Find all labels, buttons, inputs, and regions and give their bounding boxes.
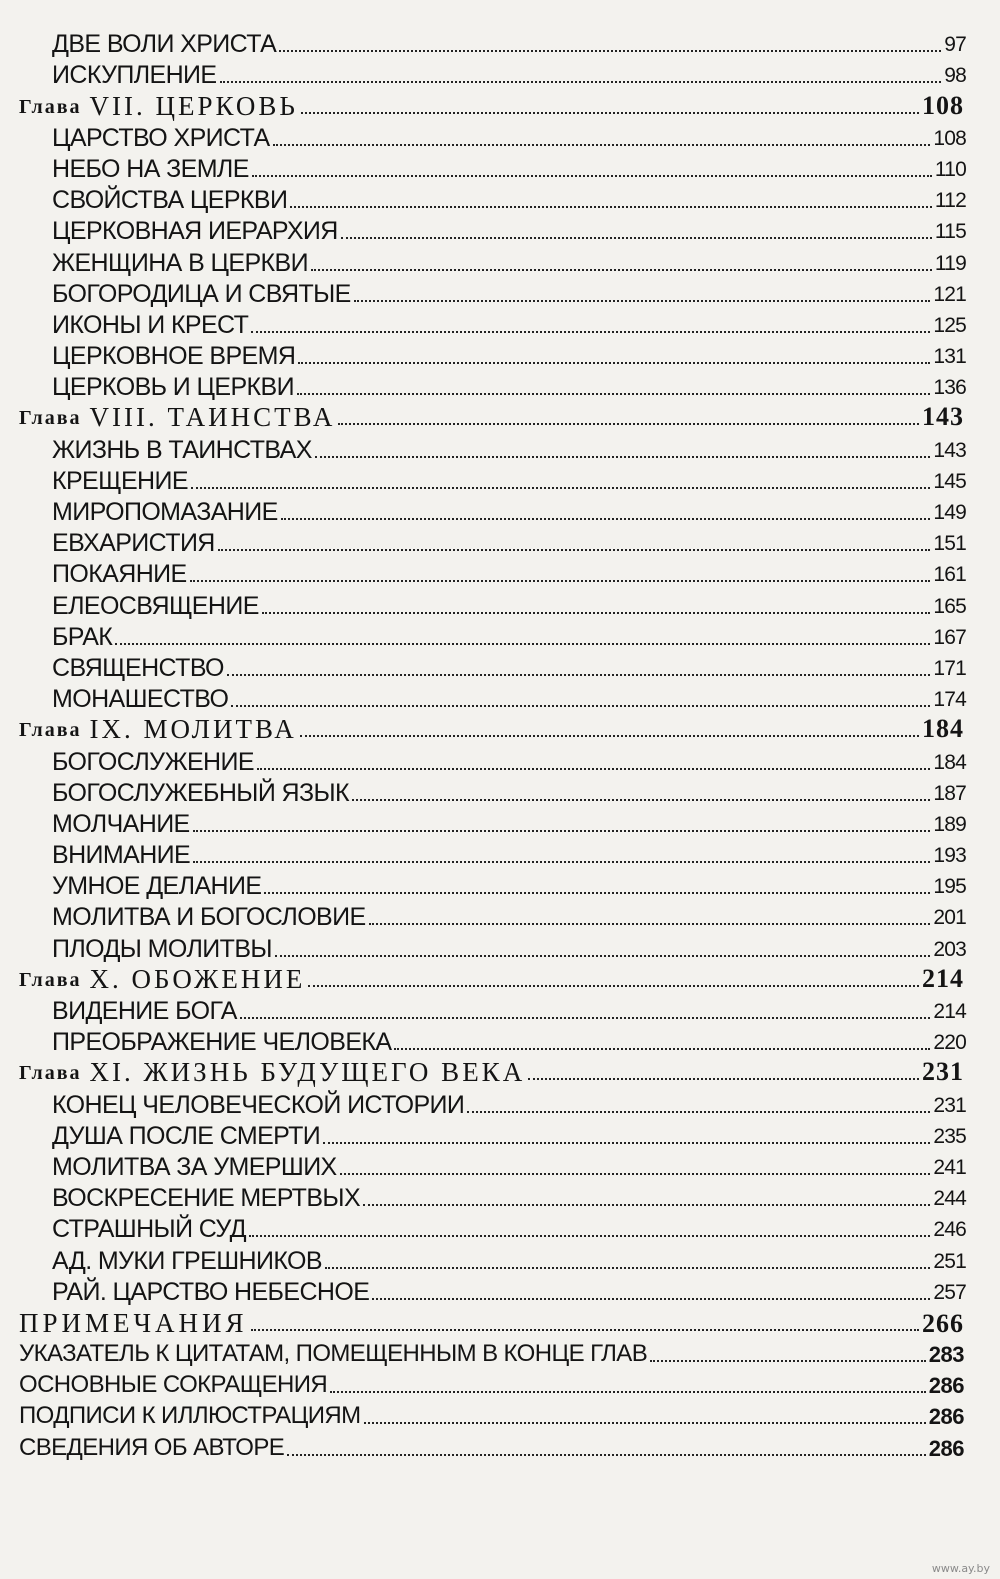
dot-leader — [311, 269, 932, 271]
entry-title: ЦЕРКОВЬ И ЦЕРКВИ — [52, 373, 294, 402]
dot-leader — [467, 1111, 930, 1113]
dot-leader — [287, 1454, 926, 1456]
page-number: 203 — [933, 937, 966, 961]
chapter-title: XI. ЖИЗНЬ БУДУЩЕГО ВЕКА — [89, 1057, 526, 1088]
dot-leader — [252, 175, 932, 177]
chapter-lead-word: Глава — [19, 95, 82, 118]
toc-chapter-row — [0, 401, 1000, 432]
dot-leader — [218, 549, 931, 551]
page-number: 283 — [928, 1342, 964, 1368]
toc-entry-row — [0, 1181, 1000, 1212]
entry-title: ЦЕРКОВНОЕ ВРЕМЯ — [52, 342, 296, 371]
page-number: 257 — [933, 1280, 966, 1304]
page-number: 115 — [934, 220, 966, 244]
page-number: 174 — [933, 688, 966, 712]
page-number: 195 — [933, 875, 966, 899]
toc-entry-row — [0, 121, 1000, 152]
dot-leader — [330, 1391, 926, 1393]
dot-leader — [273, 144, 931, 146]
dot-leader — [262, 612, 931, 614]
chapter-title: VIII. ТАИНСТВА — [89, 402, 336, 433]
entry-title: СТРАШНЫЙ СУД — [52, 1215, 246, 1244]
toc-entry-row — [0, 245, 1000, 276]
page-number: 220 — [933, 1031, 966, 1055]
dot-leader — [231, 705, 930, 707]
entry-title: ДВЕ ВОЛИ ХРИСТА — [52, 30, 277, 59]
dot-leader — [394, 1048, 930, 1050]
toc-chapter-row — [0, 963, 1000, 994]
chapter-lead-word: Глава — [19, 407, 82, 430]
entry-title: СВЯЩЕНСТВО — [52, 653, 224, 682]
toc-chapter-row — [0, 1056, 1000, 1087]
entry-title: СВОЙСТВА ЦЕРКВИ — [52, 186, 288, 215]
entry-title: АД. МУКИ ГРЕШНИКОВ — [52, 1246, 322, 1275]
dot-leader — [227, 674, 930, 676]
page-number: 201 — [933, 906, 966, 930]
toc-entry-row — [0, 869, 1000, 900]
toc-entry-row — [0, 588, 1000, 619]
toc-entry-row — [0, 838, 1000, 869]
toc-entry-row — [0, 339, 1000, 370]
entry-title: ЖИЗНЬ В ТАИНСТВАХ — [52, 435, 312, 464]
entry-title: МОЛЧАНИЕ — [52, 809, 190, 838]
page-number: 145 — [933, 469, 966, 493]
page-number: 266 — [922, 1308, 964, 1338]
page-number: 286 — [928, 1404, 964, 1430]
entry-title: МОЛИТВА ЗА УМЕРШИХ — [52, 1152, 337, 1181]
entry-title: ЖЕНЩИНА В ЦЕРКВИ — [52, 248, 308, 277]
dot-leader — [193, 861, 930, 863]
page-number: 149 — [933, 501, 966, 524]
toc-entry-row — [0, 776, 1000, 807]
page-number: 246 — [933, 1218, 966, 1242]
page-number: 136 — [933, 376, 966, 400]
entry-title: КРЕЩЕНИЕ — [52, 466, 188, 495]
entry-title: КОНЕЦ ЧЕЛОВЕЧЕСКОЙ ИСТОРИИ — [52, 1090, 465, 1119]
toc-entry-row — [0, 277, 1000, 308]
page-number: 108 — [933, 126, 966, 150]
page-number: 125 — [933, 313, 966, 337]
toc-entry-row — [0, 152, 1000, 183]
entry-title: ВОСКРЕСЕНИЕ МЕРТВЫХ — [52, 1184, 361, 1213]
dot-leader — [249, 1235, 930, 1237]
page-number: 171 — [933, 656, 966, 680]
chapter-lead-word: Глава — [19, 968, 82, 991]
page-number: 231 — [933, 1093, 966, 1117]
entry-title: БОГОСЛУЖЕБНЫЙ ЯЗЫК — [52, 778, 349, 807]
toc-entry-row — [0, 900, 1000, 931]
toc-entry-row — [0, 994, 1000, 1025]
dot-leader — [650, 1360, 926, 1362]
entry-title: МОНАШЕСТВО — [52, 685, 229, 714]
dot-leader — [115, 643, 930, 645]
page-number: 98 — [944, 64, 966, 88]
dot-leader — [325, 1267, 930, 1269]
toc-entry-row — [0, 58, 1000, 89]
toc-entry-row — [0, 432, 1000, 463]
chapter-lead-word: Глава — [19, 719, 82, 742]
toc-entry-row — [0, 308, 1000, 339]
entry-title: ПРИМЕЧАНИЯ — [19, 1307, 248, 1338]
entry-title: БОГОРОДИЦА И СВЯТЫЕ — [52, 279, 351, 308]
toc-entry-row — [0, 1025, 1000, 1056]
dot-leader — [298, 362, 930, 364]
page-number: 214 — [933, 1000, 966, 1023]
entry-title: ОСНОВНЫЕ СОКРАЩЕНИЯ — [19, 1371, 328, 1399]
toc-entry-row — [0, 1087, 1000, 1118]
toc-entry-row — [0, 1306, 1000, 1337]
dot-leader — [372, 1298, 930, 1300]
toc-entry-row — [0, 1368, 1000, 1399]
dot-leader — [315, 456, 931, 458]
page-number: 286 — [928, 1373, 964, 1399]
entry-title: ЦАРСТВО ХРИСТА — [52, 123, 270, 152]
toc-chapter-row — [0, 89, 1000, 120]
entry-title: ПОКАЯНИЕ — [52, 560, 187, 589]
entry-title: МОЛИТВА И БОГОСЛОВИЕ — [52, 903, 366, 932]
page-number: 187 — [933, 781, 966, 805]
toc-entry-row — [0, 526, 1000, 557]
entry-title: БОГОСЛУЖЕНИЕ — [52, 747, 254, 776]
page-number: 193 — [933, 844, 966, 868]
toc-entry-row — [0, 1275, 1000, 1306]
page-number: 151 — [933, 532, 966, 556]
dot-leader — [257, 768, 930, 770]
entry-title: УКАЗАТЕЛЬ К ЦИТАТАМ, ПОМЕЩЕННЫМ В КОНЦЕ ГЛАВ — [19, 1340, 648, 1368]
entry-title: ПОДПИСИ К ИЛЛЮСТРАЦИЯМ — [19, 1402, 361, 1430]
dot-leader — [308, 985, 919, 987]
dot-leader — [193, 830, 931, 832]
dot-leader — [251, 331, 930, 333]
entry-title: УМНОЕ ДЕЛАНИЕ — [52, 872, 262, 901]
toc-entry-row — [0, 27, 1000, 58]
chapter-title: VII. ЦЕРКОВЬ — [89, 90, 298, 121]
toc-entry-row — [0, 1119, 1000, 1150]
entry-title: ИКОНЫ И КРЕСТ — [52, 310, 249, 339]
table-of-contents — [0, 27, 1000, 1462]
page-number: 165 — [933, 594, 966, 618]
toc-entry-row — [0, 1430, 1000, 1461]
page-number: 235 — [933, 1124, 966, 1148]
entry-title: ЕВХАРИСТИЯ — [52, 529, 215, 558]
toc-entry-row — [0, 931, 1000, 962]
entry-title: ВНИМАНИЕ — [52, 841, 191, 870]
toc-entry-row — [0, 744, 1000, 775]
dot-leader — [338, 423, 919, 425]
page-number: 112 — [934, 189, 966, 213]
dot-leader — [354, 300, 931, 302]
entry-title: СВЕДЕНИЯ ОБ АВТОРЕ — [19, 1433, 285, 1461]
toc-entry-row — [0, 620, 1000, 651]
toc-entry-row — [0, 557, 1000, 588]
dot-leader — [279, 50, 941, 52]
page-number: 161 — [933, 563, 966, 587]
dot-leader — [363, 1204, 930, 1206]
page-number: 167 — [933, 625, 966, 649]
page-number: 108 — [922, 90, 964, 120]
entry-title: ПРЕОБРАЖЕНИЕ ЧЕЛОВЕКА — [52, 1028, 392, 1057]
entry-title: ПЛОДЫ МОЛИТВЫ — [52, 934, 272, 963]
entry-title: РАЙ. ЦАРСТВО НЕБЕСНОЕ — [52, 1277, 370, 1306]
page-number: 214 — [922, 963, 964, 993]
dot-leader — [364, 1422, 926, 1424]
entry-title: БРАК — [52, 622, 113, 651]
page-number: 97 — [944, 33, 966, 57]
dot-leader — [220, 81, 942, 83]
toc-entry-row — [0, 682, 1000, 713]
dot-leader — [251, 1329, 919, 1331]
page-number: 244 — [933, 1187, 966, 1211]
dot-leader — [301, 112, 919, 114]
page-number: 241 — [933, 1155, 966, 1179]
toc-entry-row — [0, 651, 1000, 682]
dot-leader — [369, 923, 931, 925]
page-number: 119 — [934, 251, 966, 275]
toc-entry-row — [0, 464, 1000, 495]
toc-chapter-row — [0, 713, 1000, 744]
chapter-title: X. ОБОЖЕНИЕ — [89, 963, 306, 994]
toc-entry-row — [0, 1150, 1000, 1181]
page-number: 231 — [922, 1057, 964, 1087]
page-number: 184 — [933, 750, 966, 774]
watermark: www.ay.by — [931, 1562, 990, 1575]
page-number: 131 — [933, 345, 966, 369]
page-number: 121 — [933, 282, 966, 306]
dot-leader — [275, 955, 930, 957]
dot-leader — [190, 580, 931, 582]
dot-leader — [290, 206, 932, 208]
chapter-title: IX. МОЛИТВА — [89, 714, 297, 745]
entry-title: НЕБО НА ЗЕМЛЕ — [52, 154, 249, 183]
dot-leader — [264, 892, 930, 894]
dot-leader — [323, 1142, 930, 1144]
toc-entry-row — [0, 1243, 1000, 1274]
entry-title: МИРОПОМАЗАНИЕ — [52, 498, 278, 526]
dot-leader — [297, 393, 930, 395]
entry-title: ЕЛЕОСВЯЩЕНИЕ — [52, 591, 259, 620]
page-number: 251 — [933, 1249, 966, 1273]
toc-entry-row — [0, 807, 1000, 838]
page-number: 286 — [928, 1435, 964, 1461]
dot-leader — [340, 1173, 931, 1175]
toc-entry-row — [0, 214, 1000, 245]
toc-entry-row — [0, 495, 1000, 526]
dot-leader — [341, 237, 932, 239]
toc-entry-row — [0, 370, 1000, 401]
entry-title: ЦЕРКОВНАЯ ИЕРАРХИЯ — [52, 217, 338, 246]
page-number: 189 — [933, 812, 966, 836]
toc-entry-row — [0, 1337, 1000, 1368]
dot-leader — [352, 799, 930, 801]
toc-entry-row — [0, 1399, 1000, 1430]
chapter-lead-word: Глава — [19, 1062, 82, 1085]
page-number: 143 — [933, 438, 966, 462]
entry-title: ВИДЕНИЕ БОГА — [52, 997, 237, 1025]
dot-leader — [191, 487, 930, 489]
page-number: 110 — [934, 157, 966, 181]
toc-entry-row — [0, 1212, 1000, 1243]
entry-title: ДУША ПОСЛЕ СМЕРТИ — [52, 1121, 321, 1150]
dot-leader — [281, 518, 931, 520]
entry-title: ИСКУПЛЕНИЕ — [52, 61, 217, 90]
page-number: 184 — [922, 714, 964, 744]
toc-entry-row — [0, 183, 1000, 214]
page-number: 143 — [922, 402, 964, 432]
dot-leader — [528, 1078, 919, 1080]
dot-leader — [300, 735, 919, 737]
dot-leader — [240, 1017, 931, 1019]
